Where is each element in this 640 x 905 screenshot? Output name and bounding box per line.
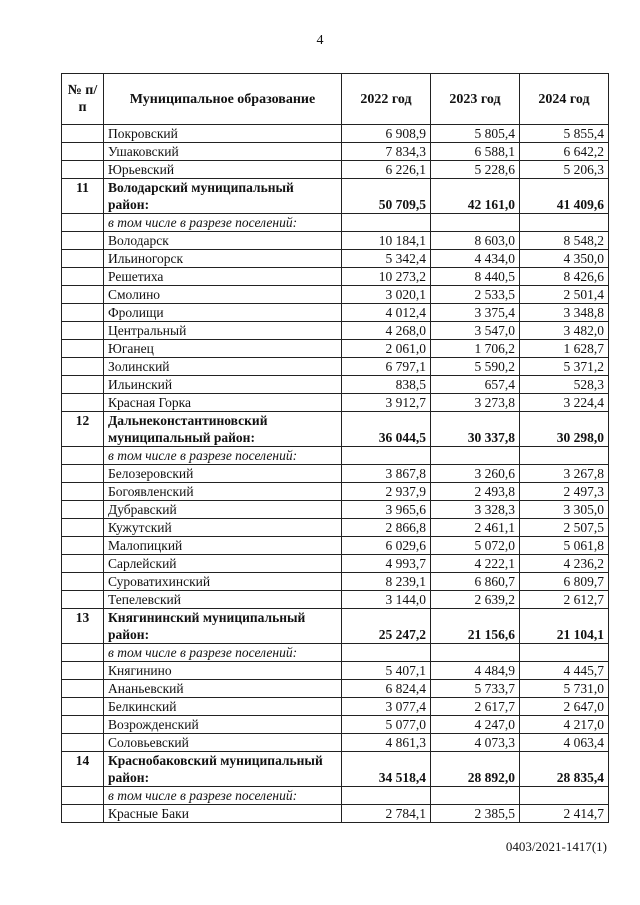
value-2022: 34 518,4 — [342, 752, 431, 787]
municipality-name: Богоявленский — [104, 483, 342, 501]
value-2024: 3 224,4 — [520, 394, 609, 412]
municipality-name: Ильинский — [104, 376, 342, 394]
row-number: 13 — [62, 609, 104, 644]
value-2023: 4 247,0 — [431, 716, 520, 734]
municipality-name: Фролищи — [104, 304, 342, 322]
value-2023: 4 484,9 — [431, 662, 520, 680]
municipality-name: в том числе в разрезе поселений: — [104, 214, 342, 232]
value-2023: 42 161,0 — [431, 179, 520, 214]
value-2022: 7 834,3 — [342, 143, 431, 161]
value-2024: 30 298,0 — [520, 412, 609, 447]
value-2024: 2 501,4 — [520, 286, 609, 304]
page-number: 4 — [316, 33, 324, 48]
value-2023 — [431, 644, 520, 662]
value-2024 — [520, 214, 609, 232]
value-2022 — [342, 214, 431, 232]
municipality-name: в том числе в разрезе поселений: — [104, 787, 342, 805]
value-2024 — [520, 447, 609, 465]
value-2024: 3 267,8 — [520, 465, 609, 483]
value-2024: 5 855,4 — [520, 125, 609, 143]
table-row — [62, 161, 609, 179]
municipality-name: Суроватихинский — [104, 573, 342, 591]
table-row — [62, 394, 609, 412]
row-number — [62, 787, 104, 805]
header-name: Муниципальное образование — [104, 74, 342, 125]
municipality-name: Юганец — [104, 340, 342, 358]
row-number — [62, 125, 104, 143]
value-2023: 657,4 — [431, 376, 520, 394]
municipality-name: Решетиха — [104, 268, 342, 286]
row-number — [62, 465, 104, 483]
value-2024: 2 647,0 — [520, 698, 609, 716]
value-2024: 4 063,4 — [520, 734, 609, 752]
subheading-row — [62, 214, 609, 232]
value-2022: 10 184,1 — [342, 232, 431, 250]
table-row — [62, 591, 609, 609]
row-number — [62, 680, 104, 698]
table-row — [62, 268, 609, 286]
value-2022 — [342, 644, 431, 662]
row-number — [62, 805, 104, 823]
value-2022 — [342, 787, 431, 805]
value-2023: 4 434,0 — [431, 250, 520, 268]
table-row — [62, 232, 609, 250]
value-2023: 2 639,2 — [431, 591, 520, 609]
municipality-name: Дубравский — [104, 501, 342, 519]
district-row — [62, 609, 609, 644]
value-2023: 3 547,0 — [431, 322, 520, 340]
value-2022: 10 273,2 — [342, 268, 431, 286]
value-2022: 36 044,5 — [342, 412, 431, 447]
municipality-name: Ананьевский — [104, 680, 342, 698]
municipality-name: Белозеровский — [104, 465, 342, 483]
municipality-name: Красные Баки — [104, 805, 342, 823]
value-2023: 2 461,1 — [431, 519, 520, 537]
value-2024: 3 348,8 — [520, 304, 609, 322]
value-2022: 5 077,0 — [342, 716, 431, 734]
value-2024: 3 482,0 — [520, 322, 609, 340]
value-2024: 2 612,7 — [520, 591, 609, 609]
header-2024: 2024 год — [520, 74, 609, 125]
row-number — [62, 501, 104, 519]
value-2022: 6 824,4 — [342, 680, 431, 698]
value-2023: 6 588,1 — [431, 143, 520, 161]
value-2022: 6 797,1 — [342, 358, 431, 376]
value-2022: 4 993,7 — [342, 555, 431, 573]
table-row — [62, 698, 609, 716]
table-row — [62, 734, 609, 752]
value-2024: 5 371,2 — [520, 358, 609, 376]
municipality-name: Кужутский — [104, 519, 342, 537]
value-2024: 4 236,2 — [520, 555, 609, 573]
value-2024: 8 426,6 — [520, 268, 609, 286]
municipality-name: Княгининский муниципальный район: — [104, 609, 342, 644]
row-number — [62, 143, 104, 161]
value-2024: 28 835,4 — [520, 752, 609, 787]
municipality-name: Княгинино — [104, 662, 342, 680]
value-2023 — [431, 447, 520, 465]
value-2024: 21 104,1 — [520, 609, 609, 644]
value-2024: 5 731,0 — [520, 680, 609, 698]
table-body — [62, 125, 609, 823]
district-row — [62, 179, 609, 214]
value-2022 — [342, 447, 431, 465]
header-2023: 2023 год — [431, 74, 520, 125]
value-2022: 2 866,8 — [342, 519, 431, 537]
row-number — [62, 537, 104, 555]
value-2022: 2 061,0 — [342, 340, 431, 358]
row-number — [62, 591, 104, 609]
row-number — [62, 662, 104, 680]
header-2022: 2022 год — [342, 74, 431, 125]
value-2022: 838,5 — [342, 376, 431, 394]
value-2022: 3 965,6 — [342, 501, 431, 519]
table-row — [62, 519, 609, 537]
municipality-name: Ильиногорск — [104, 250, 342, 268]
value-2023: 8 603,0 — [431, 232, 520, 250]
value-2022: 2 937,9 — [342, 483, 431, 501]
value-2022: 5 407,1 — [342, 662, 431, 680]
row-number: 12 — [62, 412, 104, 447]
municipality-name: Соловьевский — [104, 734, 342, 752]
municipality-name: в том числе в разрезе поселений: — [104, 447, 342, 465]
value-2024: 2 414,7 — [520, 805, 609, 823]
table-row — [62, 501, 609, 519]
value-2022: 8 239,1 — [342, 573, 431, 591]
table-row — [62, 537, 609, 555]
value-2024 — [520, 644, 609, 662]
municipality-name: Малопицкий — [104, 537, 342, 555]
row-number — [62, 340, 104, 358]
value-2023: 3 375,4 — [431, 304, 520, 322]
municipality-name: Краснобаковский муниципальный район: — [104, 752, 342, 787]
value-2023: 5 733,7 — [431, 680, 520, 698]
row-number — [62, 250, 104, 268]
row-number — [62, 286, 104, 304]
municipality-name: Дальнеконстантиновский муниципальный район: — [104, 412, 342, 447]
value-2023: 2 533,5 — [431, 286, 520, 304]
municipality-name: Покровский — [104, 125, 342, 143]
value-2022: 50 709,5 — [342, 179, 431, 214]
value-2023: 5 072,0 — [431, 537, 520, 555]
value-2023: 2 385,5 — [431, 805, 520, 823]
value-2022: 3 144,0 — [342, 591, 431, 609]
value-2023: 8 440,5 — [431, 268, 520, 286]
value-2022: 3 077,4 — [342, 698, 431, 716]
row-number — [62, 304, 104, 322]
value-2022: 2 784,1 — [342, 805, 431, 823]
row-number — [62, 519, 104, 537]
row-number — [62, 232, 104, 250]
municipality-name: Ушаковский — [104, 143, 342, 161]
row-number — [62, 394, 104, 412]
value-2024: 4 445,7 — [520, 662, 609, 680]
value-2023: 4 073,3 — [431, 734, 520, 752]
value-2022: 3 912,7 — [342, 394, 431, 412]
value-2023: 4 222,1 — [431, 555, 520, 573]
municipality-name: Сарлейский — [104, 555, 342, 573]
value-2022: 6 029,6 — [342, 537, 431, 555]
table-row — [62, 483, 609, 501]
district-row — [62, 412, 609, 447]
value-2024: 528,3 — [520, 376, 609, 394]
value-2024: 4 350,0 — [520, 250, 609, 268]
value-2022: 4 268,0 — [342, 322, 431, 340]
value-2024: 2 507,5 — [520, 519, 609, 537]
value-2023: 2 493,8 — [431, 483, 520, 501]
value-2024: 41 409,6 — [520, 179, 609, 214]
table-header-row — [62, 74, 609, 125]
table-row — [62, 286, 609, 304]
row-number — [62, 644, 104, 662]
table-row — [62, 555, 609, 573]
value-2024: 6 809,7 — [520, 573, 609, 591]
value-2022: 5 342,4 — [342, 250, 431, 268]
row-number — [62, 358, 104, 376]
row-number — [62, 214, 104, 232]
value-2024: 2 497,3 — [520, 483, 609, 501]
value-2024: 8 548,2 — [520, 232, 609, 250]
municipality-name: Возрожденский — [104, 716, 342, 734]
document-code: 0403/2021-1417(1) — [505, 839, 607, 854]
table-row — [62, 304, 609, 322]
row-number — [62, 447, 104, 465]
row-number — [62, 161, 104, 179]
table-row — [62, 680, 609, 698]
table-row — [62, 143, 609, 161]
value-2022: 6 908,9 — [342, 125, 431, 143]
value-2024: 5 206,3 — [520, 161, 609, 179]
row-number — [62, 322, 104, 340]
value-2022: 6 226,1 — [342, 161, 431, 179]
value-2023: 6 860,7 — [431, 573, 520, 591]
table-row — [62, 805, 609, 823]
header-number: № п/п — [62, 74, 104, 125]
municipality-name: Юрьевский — [104, 161, 342, 179]
row-number — [62, 573, 104, 591]
district-row — [62, 752, 609, 787]
municipality-name: Центральный — [104, 322, 342, 340]
row-number — [62, 376, 104, 394]
row-number — [62, 716, 104, 734]
value-2023: 3 273,8 — [431, 394, 520, 412]
value-2023: 1 706,2 — [431, 340, 520, 358]
value-2023: 5 805,4 — [431, 125, 520, 143]
value-2023: 30 337,8 — [431, 412, 520, 447]
row-number — [62, 555, 104, 573]
value-2023: 21 156,6 — [431, 609, 520, 644]
municipality-name: Золинский — [104, 358, 342, 376]
subheading-row — [62, 447, 609, 465]
municipality-name: Смолино — [104, 286, 342, 304]
municipality-name: Володарский муниципальный район: — [104, 179, 342, 214]
value-2022: 4 012,4 — [342, 304, 431, 322]
row-number — [62, 698, 104, 716]
value-2022: 3 867,8 — [342, 465, 431, 483]
table-row — [62, 125, 609, 143]
value-2023: 3 260,6 — [431, 465, 520, 483]
municipality-name: Белкинский — [104, 698, 342, 716]
value-2024: 1 628,7 — [520, 340, 609, 358]
value-2023: 5 590,2 — [431, 358, 520, 376]
table-row — [62, 716, 609, 734]
value-2022: 4 861,3 — [342, 734, 431, 752]
row-number — [62, 483, 104, 501]
value-2024: 3 305,0 — [520, 501, 609, 519]
subheading-row — [62, 644, 609, 662]
row-number: 11 — [62, 179, 104, 214]
municipality-name: в том числе в разрезе поселений: — [104, 644, 342, 662]
row-number — [62, 734, 104, 752]
subheading-row — [62, 787, 609, 805]
value-2024: 6 642,2 — [520, 143, 609, 161]
value-2024: 5 061,8 — [520, 537, 609, 555]
value-2023 — [431, 214, 520, 232]
municipality-name: Тепелевский — [104, 591, 342, 609]
value-2023: 5 228,6 — [431, 161, 520, 179]
table-row — [62, 376, 609, 394]
row-number — [62, 268, 104, 286]
value-2024 — [520, 787, 609, 805]
value-2023 — [431, 787, 520, 805]
value-2022: 25 247,2 — [342, 609, 431, 644]
municipality-name: Красная Горка — [104, 394, 342, 412]
table-row — [62, 340, 609, 358]
table-row — [62, 250, 609, 268]
table-row — [62, 465, 609, 483]
value-2023: 28 892,0 — [431, 752, 520, 787]
budget-table — [61, 73, 609, 823]
municipality-name: Володарск — [104, 232, 342, 250]
value-2024: 4 217,0 — [520, 716, 609, 734]
row-number: 14 — [62, 752, 104, 787]
table-row — [62, 573, 609, 591]
table-row — [62, 322, 609, 340]
table-row — [62, 662, 609, 680]
value-2023: 2 617,7 — [431, 698, 520, 716]
value-2023: 3 328,3 — [431, 501, 520, 519]
value-2022: 3 020,1 — [342, 286, 431, 304]
table-row — [62, 358, 609, 376]
